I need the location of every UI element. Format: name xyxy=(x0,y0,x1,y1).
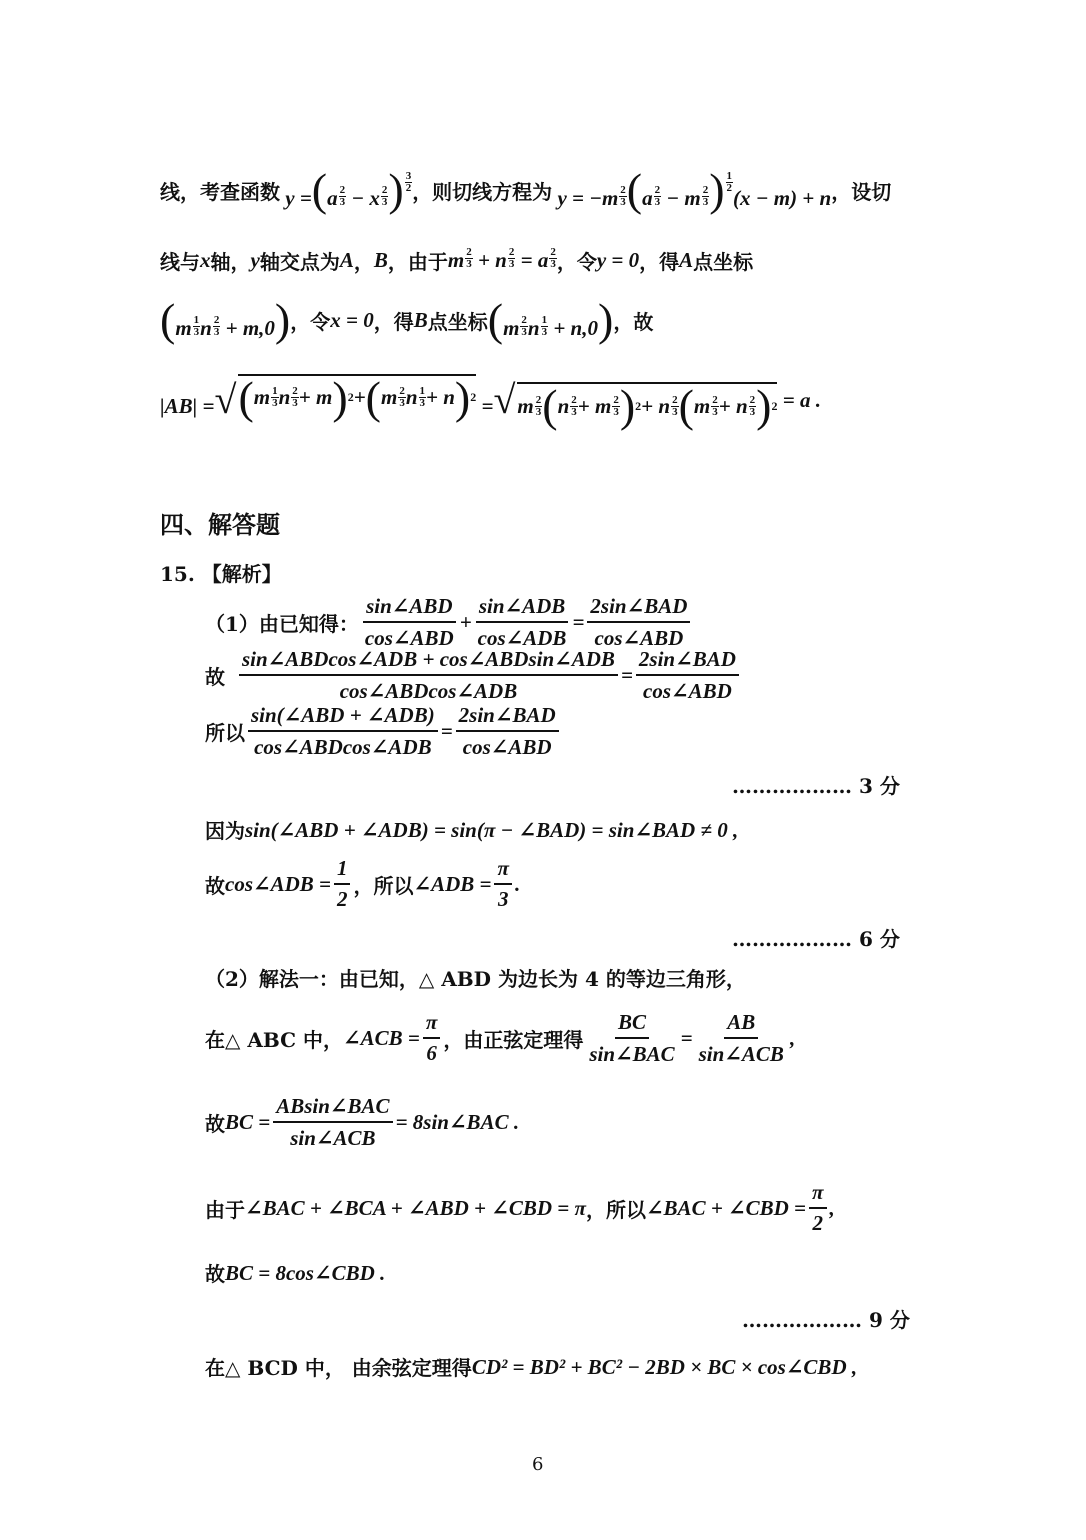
formula: ∠BAC + ∠CBD = xyxy=(645,1196,807,1220)
numerator: 1 xyxy=(334,856,351,885)
formula: BC = 8cos∠CBD . xyxy=(225,1260,386,1285)
text: 故 xyxy=(205,664,225,689)
text-line-1 xyxy=(160,150,891,230)
text: ，所以 xyxy=(585,1197,646,1222)
numerator: AB xyxy=(724,1010,758,1039)
text: 点坐标 xyxy=(693,249,754,274)
numerator: BC xyxy=(615,1010,649,1039)
fraction xyxy=(475,593,570,651)
numerator: π xyxy=(423,1010,440,1039)
part1-given: （1）由已知得： $\frac{\text{sin∠ABD}}{\text{cos∠ABD}}$ + $\frac{\text{sin∠ADB}}{\text{cos∠ADB}}$ = $\frac{\text{2sin∠BAD}}{\text{cos∠ABD}}$ xyxy=(205,592,693,652)
part1-sum: 所以 $\frac{\text{sin(∠ABD + ∠ADB)}}{\text{cos∠ABDcos∠ADB}}$ = $\frac{\text{2sin∠BAD}}{\text{cos∠ABD}}$ xyxy=(205,702,562,760)
text-line-3 xyxy=(160,290,653,350)
formula: sin(∠ABD + ∠ADB) = sin(π − ∠BAD) = sin∠BAD ≠ 0 , xyxy=(245,817,739,842)
formula: x xyxy=(200,247,211,272)
text: ，设切 xyxy=(831,179,892,204)
text: ，所以 xyxy=(353,873,414,898)
text: （2）解法一：由已知，△ ABD 为边长为 4 的等边三角形， xyxy=(205,967,746,991)
text-line-2 xyxy=(160,235,753,285)
text: ， xyxy=(353,249,374,274)
fraction xyxy=(586,1010,677,1067)
formula: cos∠ADB = xyxy=(225,872,331,896)
denominator: cos∠ABD xyxy=(643,679,732,703)
formula-point-a: (m $\frac{1}{3}$ n $\frac{2}{3}$ + m,0) xyxy=(160,293,291,345)
fraction xyxy=(494,856,511,912)
denominator: 6 xyxy=(426,1041,437,1065)
text: ，则切线方程为 xyxy=(412,179,553,204)
text: ，得 xyxy=(639,249,680,274)
formula: A xyxy=(339,247,354,272)
formula: BC = xyxy=(225,1109,271,1134)
text: 线，考查函数 xyxy=(160,179,280,204)
score-6: ……………… 6 分 xyxy=(732,927,900,951)
formula: A xyxy=(679,247,694,272)
text: 点坐标 xyxy=(427,309,488,334)
part2-intro xyxy=(205,963,746,992)
text: 故 xyxy=(205,873,225,898)
fraction xyxy=(456,702,559,760)
numerator: sin∠ABDcos∠ADB + cos∠ABDsin∠ADB xyxy=(239,646,618,676)
part1-combined: 故 $\frac{\text{sin∠ABDcos∠ADB + cos∠ABDsin∠ADB}}{\text{cos∠ABDcos∠ADB}}$ = $\frac{\text{2sin∠BAD}}{\text{cos∠ABD}}$ xyxy=(205,646,742,704)
text: 故 xyxy=(205,1262,225,1286)
formula: ∠ACB = xyxy=(343,1026,420,1050)
formula-astroid: m $\frac{2}{3}$ + n $\frac{2}{3}$ = a $\frac{2}{3}$ xyxy=(447,246,556,272)
formula: ∠BAC + ∠BCA + ∠ABD + ∠CBD = π xyxy=(245,1196,586,1220)
fraction xyxy=(334,856,351,912)
numerator: ABsin∠BAC xyxy=(273,1093,392,1123)
score-9: ……………… 9 分 xyxy=(742,1308,910,1332)
denominator: cos∠ADB xyxy=(477,626,567,650)
numerator: 2sin∠BAD xyxy=(587,593,690,623)
text: 轴， xyxy=(210,249,251,274)
formula: CD² = BD² + BC² − 2BD × BC × cos∠CBD , xyxy=(471,1354,858,1379)
denominator: 2 xyxy=(336,887,348,911)
text: ，令 xyxy=(556,249,597,274)
numerator: π xyxy=(809,1180,826,1209)
text: ，得 xyxy=(373,309,414,334)
part2-cosine-law xyxy=(205,1352,857,1381)
text-line-4 xyxy=(160,362,821,438)
denominator: cos∠ABD xyxy=(594,626,684,650)
numerator: π xyxy=(494,856,511,885)
formula: ∠ADB = xyxy=(413,872,492,896)
fraction xyxy=(423,1010,440,1066)
text: （1）由已知得： xyxy=(205,611,359,636)
problem-label xyxy=(160,558,282,587)
fraction xyxy=(273,1093,392,1151)
numerator: sin(∠ABD + ∠ADB) xyxy=(248,702,438,732)
denominator: cos∠ABDcos∠ADB xyxy=(254,735,432,759)
part2-bc xyxy=(205,1094,519,1150)
numerator: 2sin∠BAD xyxy=(456,702,559,732)
formula: = a . xyxy=(782,387,821,412)
formula: y = 0 xyxy=(596,247,640,272)
text: 在△ ABC 中， xyxy=(205,1027,344,1052)
denominator: cos∠ABD xyxy=(462,735,552,759)
part1-since xyxy=(205,815,738,844)
fraction xyxy=(809,1180,826,1236)
text: ，由正弦定理得 xyxy=(443,1027,584,1052)
part2-angle-sum: 由于 ∠BAC + ∠BCA + ∠ABD + ∠CBD = π ，所以 ∠BAC + ∠CBD = $\frac{\pi}{2}$ , xyxy=(205,1180,835,1235)
denominator: sin∠BAC xyxy=(589,1041,675,1066)
text: 故 xyxy=(205,1111,225,1136)
part1-result: 故 cos∠ADB = $\frac{1}{2}$ ，所以 ∠ADB = $\frac{\pi}{3}$ . xyxy=(205,856,521,911)
score-3: ……………… 3 分 xyxy=(732,774,900,798)
fraction xyxy=(696,1010,787,1067)
formula: B xyxy=(373,247,388,272)
denominator: cos∠ABD xyxy=(364,626,454,650)
part2-bc-cos xyxy=(205,1258,385,1287)
text: 因为 xyxy=(205,819,245,843)
formula-point-b: (m $\frac{2}{3}$ n $\frac{1}{3}$ + n,0) xyxy=(487,293,614,345)
denominator: sin∠ACB xyxy=(290,1126,376,1150)
text: 15. 【解析】 xyxy=(160,562,282,586)
page-number: 6 xyxy=(532,1454,544,1475)
numerator: sin∠ABD xyxy=(363,593,455,623)
formula: B xyxy=(413,307,428,332)
denominator: cos∠ABDcos∠ADB xyxy=(339,679,518,703)
denominator: 2 xyxy=(812,1211,824,1235)
formula-ab-length: |AB| =√ ( m 1 3 n 2 3 + m ) 2 + ( m 2 3 n 1 3 + n ) 2 =√m 2 3 ( n 2 3 + m 2 3 ) 2 + n 2 3 ( m 2 3 + n 2 3 ) 2 xyxy=(160,371,778,432)
numerator: sin∠ADB xyxy=(476,593,568,623)
part2-sine-law: 在△ ABC 中， ∠ACB = $\frac{\pi}{6}$ ，由正弦定理得 $\frac{BC}{\text{sin∠BAC}}$ = $\frac{AB}{\text{sin∠ACB}}$ , xyxy=(205,1009,796,1066)
text: 线与 xyxy=(160,249,200,274)
fraction xyxy=(636,646,739,704)
text: 轴交点为 xyxy=(259,249,340,274)
fraction xyxy=(587,593,690,651)
text: 在△ BCD 中， 由余弦定理得 xyxy=(205,1356,472,1380)
fraction xyxy=(362,593,457,651)
formula: = 8sin∠BAC . xyxy=(395,1110,520,1134)
text: ，由于 xyxy=(387,249,448,274)
text: ，故 xyxy=(613,309,654,334)
denominator: 3 xyxy=(497,887,509,911)
fraction xyxy=(239,646,618,704)
formula: x = 0 xyxy=(330,307,374,332)
numerator: 2sin∠BAD xyxy=(636,646,739,676)
formula: y xyxy=(250,247,260,272)
section-heading: 四、解答题 xyxy=(160,510,280,539)
fraction xyxy=(248,702,438,760)
text: 由于 xyxy=(205,1197,245,1222)
formula-function: y =(a $\frac{2}{3}$ − x $\frac{2}{3}$ ) $\frac{3}{2}$ xyxy=(280,163,412,215)
text: 所以 xyxy=(205,720,245,745)
formula-tangent: y = −m $\frac{2}{3}$ (a $\frac{2}{3}$ − m $\frac{2}{3}$ ) $\frac{1}{2}$ (x − m) + n xyxy=(552,163,832,215)
denominator: sin∠ACB xyxy=(698,1041,784,1066)
text: ，令 xyxy=(290,309,331,334)
